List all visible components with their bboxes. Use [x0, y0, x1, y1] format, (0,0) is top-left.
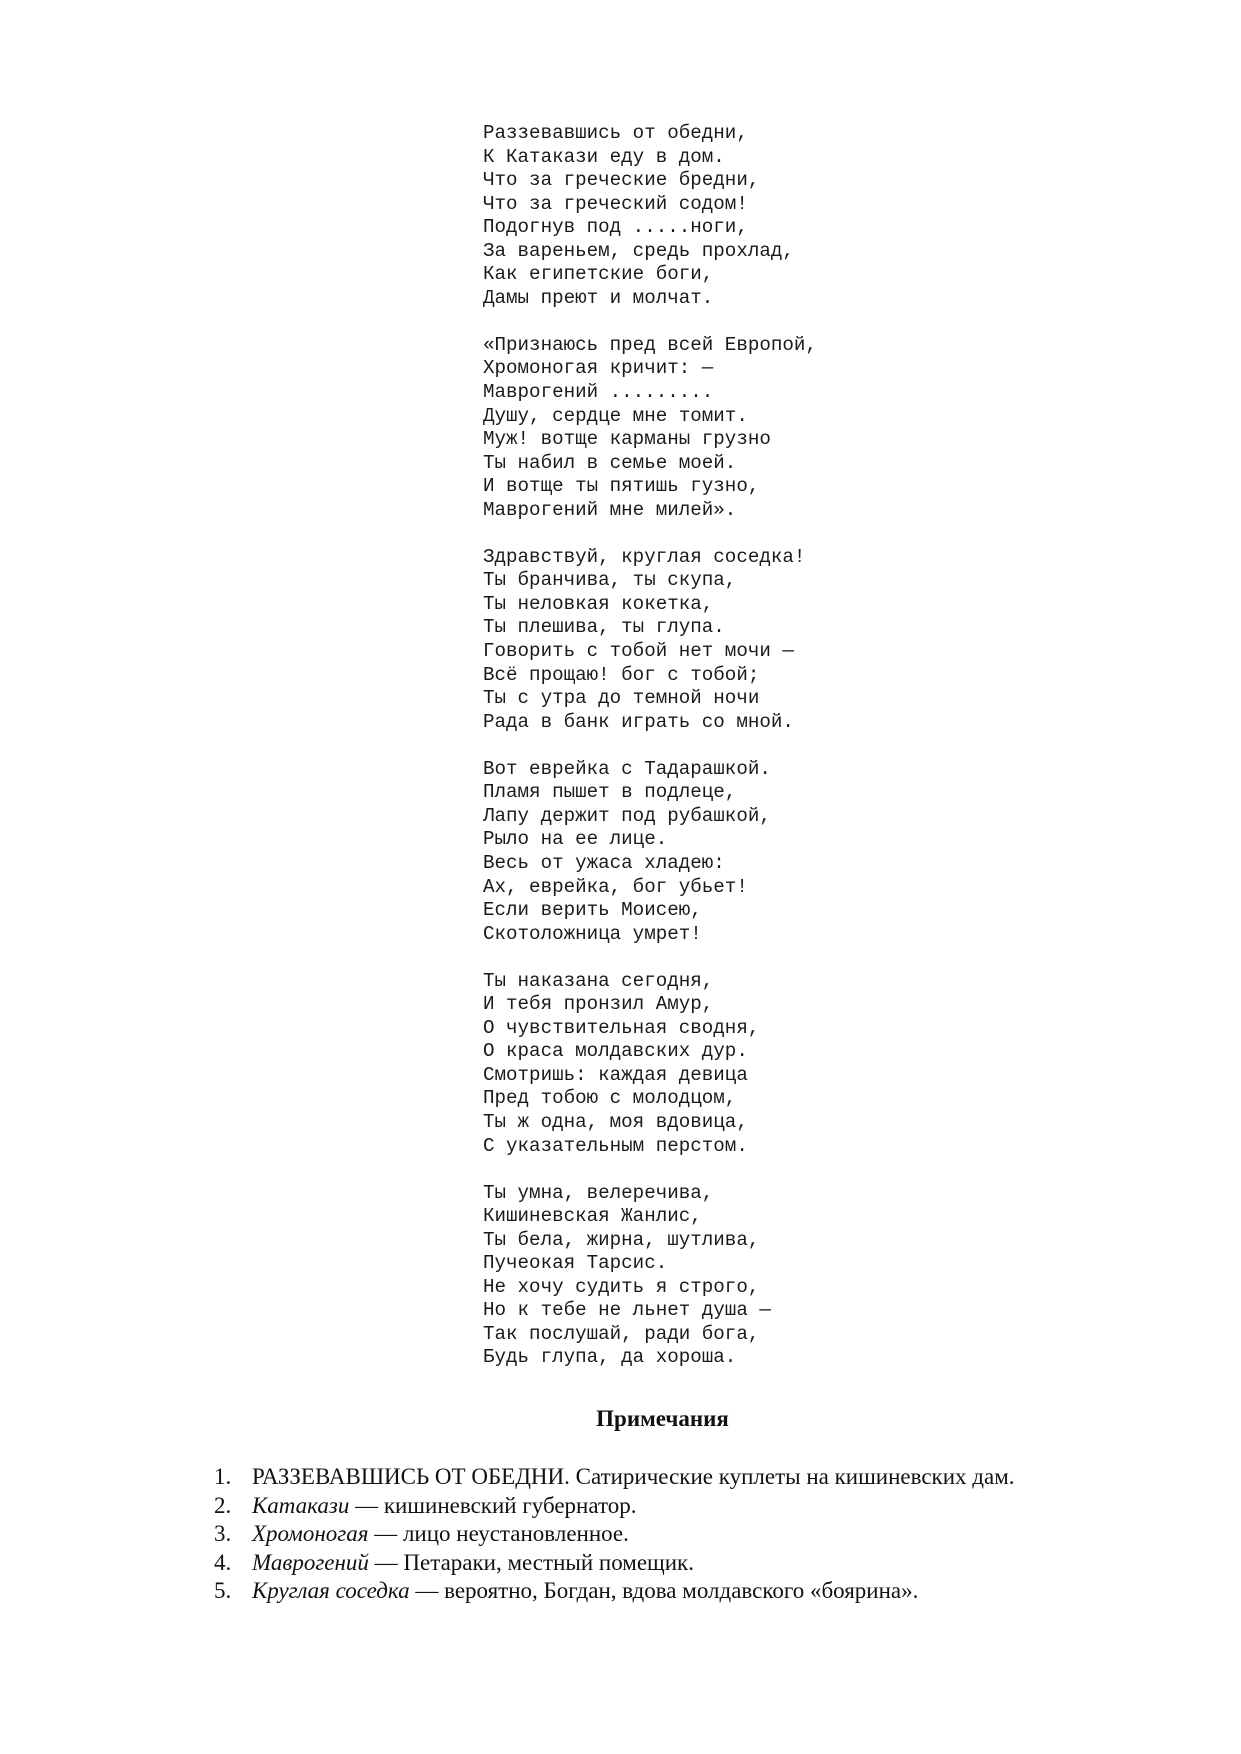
note-term: Маврогений — [252, 1549, 369, 1575]
note-body — [252, 1520, 629, 1549]
note-text: — Петараки, местный помещик. — [368, 1549, 694, 1575]
poem-stanza-1 — [483, 122, 817, 310]
verse-line: С указательным перстом. — [483, 1134, 748, 1157]
verse-line: Ах, еврейка, бог убьет! — [483, 875, 748, 898]
verse-line: Будь глупа, да хороша. — [483, 1346, 737, 1369]
note-item-1 — [214, 1463, 1015, 1492]
verse-line: Маврогений ......... — [483, 381, 714, 404]
note-number: 2. — [214, 1492, 232, 1518]
note-text: — лицо неустановленное. — [368, 1521, 629, 1547]
verse-line: Ты наказана сегодня, — [483, 969, 714, 992]
verse-line: Что за греческий содом! — [483, 192, 748, 215]
verse-line: И вотще ты пятишь гузно, — [483, 475, 760, 498]
note-item-2 — [214, 1492, 1015, 1521]
verse-line: Ты неловкая кокетка, — [483, 592, 714, 615]
note-item-4 — [214, 1549, 1015, 1578]
verse-line: Рада в банк играть со мной. — [483, 710, 794, 733]
poem — [483, 122, 817, 1370]
verse-line: Весь от ужаса хладею: — [483, 851, 725, 874]
verse-line: Кишиневская Жанлис, — [483, 1205, 702, 1228]
notes-list — [214, 1463, 1015, 1606]
verse-line: Пред тобою с молодцом, — [483, 1087, 737, 1110]
verse-line: Пучеокая Тарсис. — [483, 1252, 668, 1275]
verse-line: Скотоложница умрет! — [483, 922, 702, 945]
verse-line: Всё прощаю! бог с тобой; — [483, 663, 760, 686]
note-text: РАЗЗЕВАВШИСЬ ОТ ОБЕДНИ. Сатирические куплеты на кишиневских дам. — [252, 1464, 1015, 1489]
poem-stanza-2 — [483, 334, 817, 522]
note-number: 5. — [214, 1578, 232, 1604]
verse-line: Но к тебе не льнет душа — — [483, 1299, 771, 1322]
verse-line: Говорить с тобой нет мочи — — [483, 640, 794, 663]
note-number: 1. — [214, 1464, 232, 1489]
verse-line: Не хочу судить я строго, — [483, 1275, 760, 1298]
verse-line: Душу, сердце мне томит. — [483, 404, 748, 427]
note-item-5 — [214, 1577, 1015, 1606]
verse-line: Лапу держит под рубашкой, — [483, 804, 771, 827]
verse-line: И тебя пронзил Амур, — [483, 993, 714, 1016]
verse-line: О чувствительная сводня, — [483, 1016, 760, 1039]
verse-line: Вот еврейка с Тадарашкой. — [483, 757, 771, 780]
verse-line: Пламя пышет в подлеце, — [483, 781, 737, 804]
note-number: 3. — [214, 1521, 232, 1547]
poem-stanza-5 — [483, 970, 817, 1158]
verse-line: Рыло на ее лице. — [483, 828, 668, 851]
verse-line: Смотришь: каждая девица — [483, 1063, 748, 1086]
verse-line: Маврогений мне милей». — [483, 498, 737, 521]
verse-line: К Катакази еду в дом. — [483, 145, 725, 168]
verse-line: Ты умна, велеречива, — [483, 1181, 714, 1204]
verse-line: О краса молдавских дур. — [483, 1040, 748, 1063]
verse-line: Как египетские боги, — [483, 263, 714, 286]
note-item-3 — [214, 1520, 1015, 1549]
note-body — [252, 1463, 1015, 1492]
verse-line: Муж! вотще карманы грузно — [483, 428, 771, 451]
note-text: — вероятно, Богдан, вдова молдавского «боярина». — [409, 1578, 919, 1604]
verse-line: Дамы преют и молчат. — [483, 286, 714, 309]
verse-line: Здравствуй, круглая соседка! — [483, 545, 806, 568]
note-body — [252, 1549, 694, 1578]
note-term: Круглая соседка — [252, 1578, 410, 1604]
verse-line: Ты с утра до темной ночи — [483, 687, 760, 710]
verse-line: Подогнув под .....ноги, — [483, 216, 748, 239]
note-body — [252, 1577, 918, 1606]
poem-stanza-4 — [483, 758, 817, 946]
poem-stanza-6 — [483, 1182, 817, 1370]
verse-line: Что за греческие бредни, — [483, 169, 760, 192]
verse-line: За вареньем, средь прохлад, — [483, 239, 794, 262]
verse-line: Ты бранчива, ты скупа, — [483, 569, 737, 592]
note-text: — кишиневский губернатор. — [349, 1492, 637, 1518]
note-body — [252, 1492, 636, 1521]
verse-line: Ты ж одна, моя вдовица, — [483, 1110, 748, 1133]
verse-line: Если верить Моисею, — [483, 899, 702, 922]
note-number: 4. — [214, 1549, 232, 1575]
verse-line: Ты плешива, ты глупа. — [483, 616, 725, 639]
verse-line: Хромоногая кричит: — — [483, 357, 714, 380]
verse-line: «Признаюсь пред всей Европой, — [483, 333, 817, 356]
verse-line: Раззевавшись от обедни, — [483, 122, 748, 144]
poem-stanza-3 — [483, 546, 817, 734]
verse-line: Ты набил в семье моей. — [483, 451, 737, 474]
note-term: Катакази — [252, 1492, 350, 1518]
verse-line: Так послушай, ради бога, — [483, 1322, 760, 1345]
verse-line: Ты бела, жирна, шутлива, — [483, 1228, 760, 1251]
notes-heading: Примечания — [596, 1406, 729, 1431]
note-term: Хромоногая — [252, 1521, 369, 1547]
